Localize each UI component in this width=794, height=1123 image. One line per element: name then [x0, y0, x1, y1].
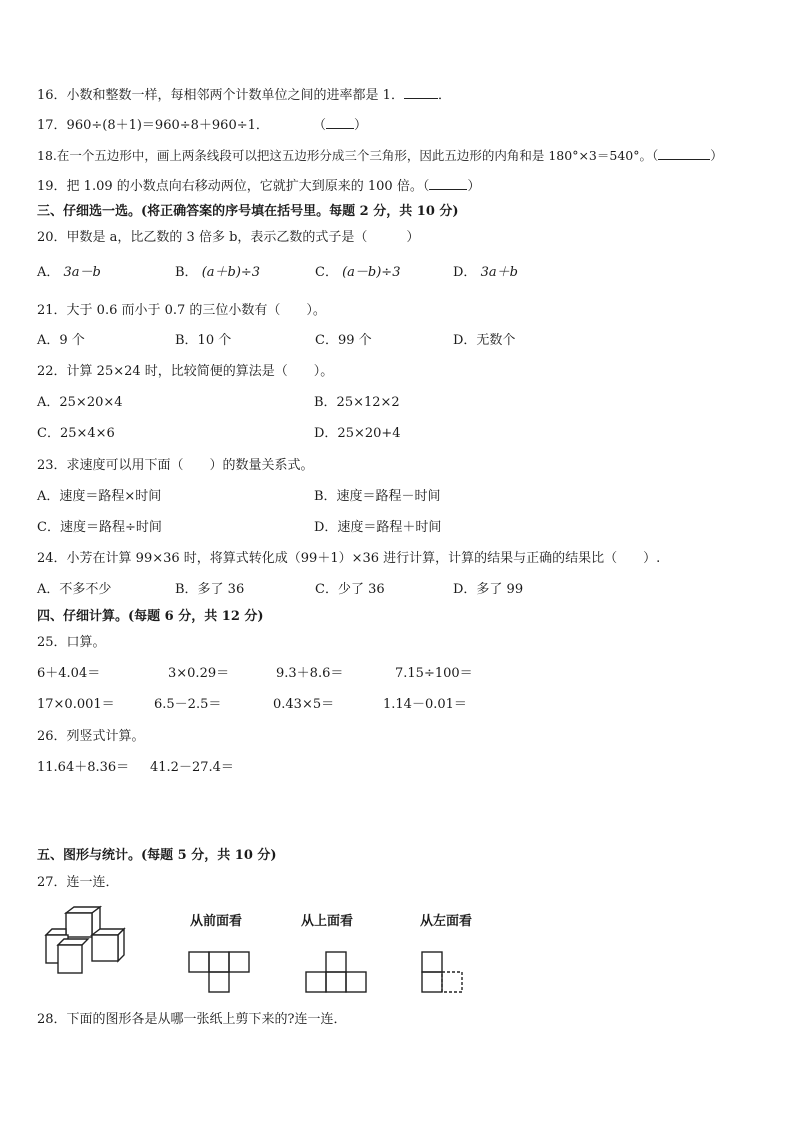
section-4-title: 四、仔细计算。(每题 6 分，共 12 分) [37, 609, 264, 624]
top-view-shape[interactable] [304, 950, 368, 996]
cube-stack-figure [40, 905, 132, 975]
view-label-top: 从上面看 [301, 914, 354, 929]
q20-option-d[interactable]: D． 3a＋b [453, 265, 518, 280]
q24-option-c[interactable]: C．少了 36 [315, 582, 385, 597]
question-16: 16．小数和整数一样，每相邻两个计数单位之间的进率都是 1． ． [37, 88, 451, 103]
answer-blank[interactable] [404, 86, 438, 99]
oral-calc-item: 6＋4.04＝ [37, 666, 101, 681]
q24-option-d[interactable]: D．多了 99 [453, 582, 524, 597]
q20-option-c[interactable]: C． (a－b)÷3 [315, 265, 401, 280]
q21-option-c[interactable]: C．99 个 [315, 333, 372, 348]
oral-calc-item: 17×0.001＝ [37, 697, 115, 712]
q21-option-d[interactable]: D．无数个 [453, 333, 516, 348]
question-19: 19．把 1.09 的小数点向右移动两位，它就扩大到原来的 100 倍。（ ） [37, 179, 481, 194]
vertical-calc-item: 41.2－27.4＝ [150, 760, 234, 775]
oral-calc-item: 6.5－2.5＝ [154, 697, 222, 712]
q24-option-a[interactable]: A．不多不少 [37, 582, 112, 597]
question-21-stem: 21．大于 0.6 而小于 0.7 的三位小数有（ ）。 [37, 303, 326, 318]
question-20-stem: 20．甲数是 a，比乙数的 3 倍多 b，表示乙数的式子是（ ） [37, 230, 420, 245]
q22-option-c[interactable]: C．25×4×6 [37, 426, 115, 441]
question-19-text: 19．把 1.09 的小数点向右移动两位，它就扩大到原来的 100 倍。（ [37, 179, 430, 194]
q20-option-a[interactable]: A． 3a－b [37, 265, 101, 280]
q20-option-b[interactable]: B． (a＋b)÷3 [175, 265, 261, 280]
answer-blank[interactable] [326, 116, 354, 129]
left-view-shape[interactable] [420, 950, 466, 996]
front-view-shape[interactable] [187, 950, 251, 996]
q21-option-a[interactable]: A．9 个 [37, 333, 85, 348]
section-3-title: 三、仔细选一选。(将正确答案的序号填在括号里。每题 2 分，共 10 分) [37, 204, 459, 219]
q23-option-a[interactable]: A．速度＝路程×时间 [37, 489, 162, 504]
oral-calc-item: 3×0.29＝ [168, 666, 230, 681]
q22-option-b[interactable]: B．25×12×2 [314, 395, 400, 410]
question-18-text: 18.在一个五边形中，画上两条线段可以把这五边形分成三个三角形，因此五边形的内角和是 180°×3＝540°。（ [37, 148, 659, 163]
question-27-stem: 27．连一连． [37, 875, 119, 890]
q21-option-b[interactable]: B．10 个 [175, 333, 232, 348]
view-label-front: 从前面看 [190, 914, 243, 929]
view-label-left: 从左面看 [420, 914, 473, 929]
q23-option-b[interactable]: B．速度＝路程－时间 [314, 489, 441, 504]
answer-blank[interactable] [658, 147, 710, 160]
question-28-stem: 28．下面的图形各是从哪一张纸上剪下来的?连一连． [37, 1012, 347, 1027]
q23-option-d[interactable]: D．速度＝路程＋时间 [314, 520, 442, 535]
q22-option-a[interactable]: A．25×20×4 [37, 395, 123, 410]
oral-calc-item: 0.43×5＝ [273, 697, 335, 712]
question-18: 18.在一个五边形中，画上两条线段可以把这五边形分成三个三角形，因此五边形的内角和是 180°×3＝540°。（ ） [37, 148, 723, 163]
q24-option-b[interactable]: B．多了 36 [175, 582, 245, 597]
question-24-stem: 24．小芳在计算 99×36 时，将算式转化成（99＋1）×36 进行计算，计算的结果与正确的结果比（ ）. [37, 551, 661, 566]
oral-calc-item: 9.3＋8.6＝ [276, 666, 344, 681]
question-16-text: 16．小数和整数一样，每相邻两个计数单位之间的进率都是 1． [37, 88, 404, 103]
question-23-stem: 23．求速度可以用下面（ ）的数量关系式。 [37, 458, 314, 473]
vertical-calc-item: 11.64＋8.36＝ [37, 760, 130, 775]
question-17: 17．960÷(8＋1)＝960÷8＋960÷1． （ ） [37, 118, 368, 133]
oral-calc-item: 1.14－0.01＝ [383, 697, 467, 712]
question-25-stem: 25．口算。 [37, 635, 106, 650]
q23-option-c[interactable]: C．速度＝路程÷时间 [37, 520, 162, 535]
question-17-text: 17．960÷(8＋1)＝960÷8＋960÷1． [37, 118, 269, 133]
answer-blank[interactable] [429, 177, 467, 190]
question-26-stem: 26．列竖式计算。 [37, 729, 145, 744]
question-22-stem: 22．计算 25×24 时，比较简便的算法是（ ）。 [37, 364, 334, 379]
section-5-title: 五、图形与统计。(每题 5 分，共 10 分) [37, 848, 277, 863]
oral-calc-item: 7.15÷100＝ [395, 666, 473, 681]
q22-option-d[interactable]: D．25×20+4 [314, 426, 401, 441]
